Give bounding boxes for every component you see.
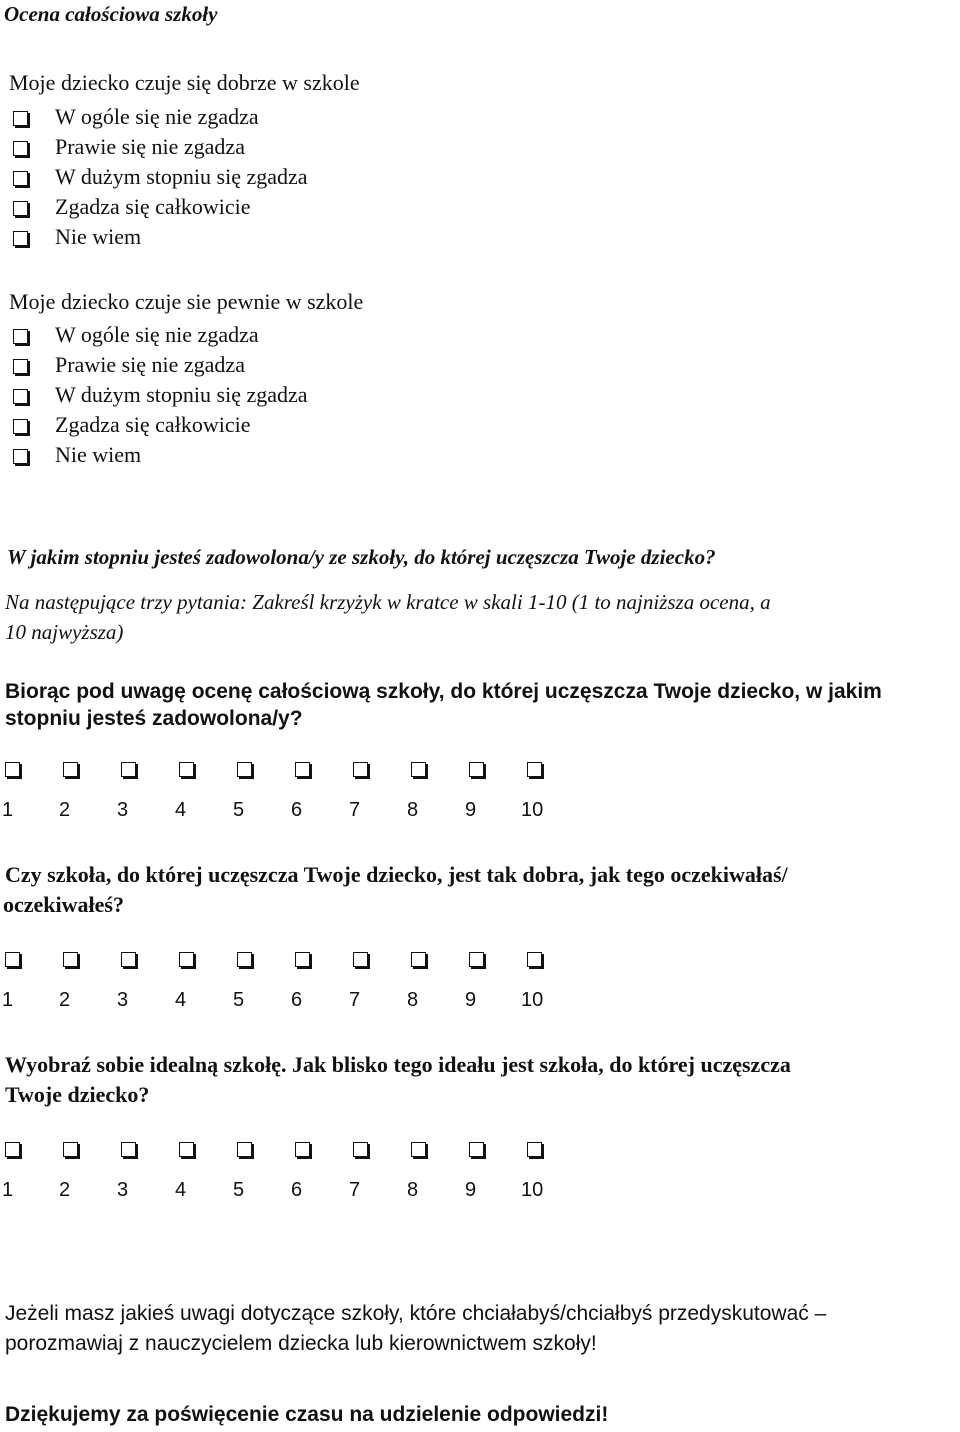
question-2-title: Moje dziecko czuje sie pewnie w szkole <box>9 289 364 314</box>
q2-option-label: W ogóle się nie zgadza <box>55 322 259 347</box>
checkbox-icon[interactable] <box>295 1142 310 1157</box>
q2-option[interactable] <box>13 442 141 468</box>
checkbox-icon[interactable] <box>353 762 368 777</box>
scale-label: 1 <box>2 1179 14 1201</box>
scale-question-1-line-1: Biorąc pod uwagę ocenę całościową szkoły, do której uczęszcza Twoje dziecko, w jakim <box>5 680 882 703</box>
checkbox-icon[interactable] <box>237 952 252 967</box>
q2-option-label: W dużym stopniu się zgadza <box>55 382 308 407</box>
q2-option[interactable] <box>13 322 259 348</box>
scale-label: 9 <box>465 799 477 821</box>
checkbox-icon[interactable] <box>13 359 28 374</box>
scale-question-3-scale <box>0 1142 600 1212</box>
scale-question-2-line-2: oczekiwałeś? <box>3 892 124 917</box>
scale-label: 7 <box>349 799 361 821</box>
checkbox-icon[interactable] <box>13 329 28 344</box>
remarks-line-1: Jeżeli masz jakieś uwagi dotyczące szkoły, które chciałabyś/chciałbyś przedyskutować – <box>5 1302 827 1325</box>
scale-label: 3 <box>117 799 129 821</box>
scale-label: 3 <box>117 989 129 1011</box>
instruction-line-2: 10 najwyższa) <box>5 620 124 644</box>
scale-label: 4 <box>175 799 187 821</box>
checkbox-icon[interactable] <box>353 952 368 967</box>
checkbox-icon[interactable] <box>13 449 28 464</box>
scale-label: 8 <box>407 989 419 1011</box>
scale-question-3-line-2: Twoje dziecko? <box>5 1082 150 1107</box>
checkbox-icon[interactable] <box>179 762 194 777</box>
scale-label: 1 <box>2 989 14 1011</box>
checkbox-icon[interactable] <box>5 762 20 777</box>
scale-label: 7 <box>349 989 361 1011</box>
q1-option[interactable] <box>13 194 250 220</box>
checkbox-icon[interactable] <box>63 952 78 967</box>
checkbox-icon[interactable] <box>237 1142 252 1157</box>
checkbox-icon[interactable] <box>411 1142 426 1157</box>
scale-label: 5 <box>233 989 245 1011</box>
q1-option[interactable] <box>13 224 141 250</box>
q2-option[interactable] <box>13 412 250 438</box>
checkbox-icon[interactable] <box>353 1142 368 1157</box>
checkbox-icon[interactable] <box>5 1142 20 1157</box>
q1-option[interactable] <box>13 164 308 190</box>
scale-label: 4 <box>175 1179 187 1201</box>
scale-question-1-scale <box>0 762 600 832</box>
scale-label: 4 <box>175 989 187 1011</box>
scale-label: 5 <box>233 1179 245 1201</box>
checkbox-icon[interactable] <box>295 952 310 967</box>
checkbox-icon[interactable] <box>179 1142 194 1157</box>
scale-label: 10 <box>521 799 544 821</box>
checkbox-icon[interactable] <box>121 1142 136 1157</box>
scale-label: 6 <box>291 799 303 821</box>
satisfaction-heading: W jakim stopniu jesteś zadowolona/y ze szkoły, do której uczęszcza Twoje dziecko? <box>7 545 716 569</box>
q1-option-label: Prawie się nie zgadza <box>55 134 245 159</box>
page-title: Ocena całościowa szkoły <box>4 2 218 26</box>
q1-option-label: Nie wiem <box>55 224 142 249</box>
checkbox-icon[interactable] <box>13 419 28 434</box>
checkbox-icon[interactable] <box>121 762 136 777</box>
scale-label: 8 <box>407 799 419 821</box>
q1-option[interactable] <box>13 134 245 160</box>
checkbox-icon[interactable] <box>13 141 28 156</box>
q2-option[interactable] <box>13 352 245 378</box>
scale-label: 6 <box>291 1179 303 1201</box>
checkbox-icon[interactable] <box>179 952 194 967</box>
scale-label: 6 <box>291 989 303 1011</box>
checkbox-icon[interactable] <box>13 389 28 404</box>
scale-question-1-line-2: stopniu jesteś zadowolona/y? <box>5 707 303 730</box>
scale-label: 5 <box>233 799 245 821</box>
q2-option-label: Zgadza się całkowicie <box>55 412 251 437</box>
checkbox-icon[interactable] <box>13 111 28 126</box>
checkbox-icon[interactable] <box>469 952 484 967</box>
checkbox-icon[interactable] <box>63 762 78 777</box>
scale-label: 3 <box>117 1179 129 1201</box>
q2-option-label: Nie wiem <box>55 442 142 467</box>
checkbox-icon[interactable] <box>13 231 28 246</box>
checkbox-icon[interactable] <box>295 762 310 777</box>
thank-you-note: Dziękujemy za poświęcenie czasu na udzielenie odpowiedzi! <box>5 1403 609 1426</box>
scale-label: 2 <box>59 799 71 821</box>
scale-label: 9 <box>465 1179 477 1201</box>
q1-option-label: W ogóle się nie zgadza <box>55 104 259 129</box>
checkbox-icon[interactable] <box>527 952 542 967</box>
q1-option[interactable] <box>13 104 259 130</box>
checkbox-icon[interactable] <box>411 762 426 777</box>
remarks-line-2: porozmawiaj z nauczycielem dziecka lub kierownictwem szkoły! <box>5 1332 597 1355</box>
checkbox-icon[interactable] <box>469 762 484 777</box>
scale-question-2-line-1: Czy szkoła, do której uczęszcza Twoje dziecko, jest tak dobra, jak tego oczekiwałaś/ <box>5 862 788 887</box>
checkbox-icon[interactable] <box>5 952 20 967</box>
q2-option[interactable] <box>13 382 308 408</box>
scale-label: 8 <box>407 1179 419 1201</box>
checkbox-icon[interactable] <box>121 952 136 967</box>
checkbox-icon[interactable] <box>527 1142 542 1157</box>
scale-label: 2 <box>59 989 71 1011</box>
checkbox-icon[interactable] <box>13 171 28 186</box>
scale-question-2-scale <box>0 952 600 1022</box>
instruction-line-1: Na następujące trzy pytania: Zakreśl krzyżyk w kratce w skali 1-10 (1 to najniższa ocena, a <box>5 590 771 614</box>
scale-label: 10 <box>521 1179 544 1201</box>
checkbox-icon[interactable] <box>527 762 542 777</box>
checkbox-icon[interactable] <box>469 1142 484 1157</box>
scale-label: 2 <box>59 1179 71 1201</box>
question-1-title: Moje dziecko czuje się dobrze w szkole <box>9 70 360 95</box>
checkbox-icon[interactable] <box>63 1142 78 1157</box>
scale-label: 10 <box>521 989 544 1011</box>
scale-question-3-line-1: Wyobraź sobie idealną szkołę. Jak blisko tego ideału jest szkoła, do której uczęszcza <box>5 1052 791 1077</box>
checkbox-icon[interactable] <box>13 201 28 216</box>
q1-option-label: Zgadza się całkowicie <box>55 194 251 219</box>
scale-label: 7 <box>349 1179 361 1201</box>
checkbox-icon[interactable] <box>411 952 426 967</box>
checkbox-icon[interactable] <box>237 762 252 777</box>
scale-label: 9 <box>465 989 477 1011</box>
q1-option-label: W dużym stopniu się zgadza <box>55 164 308 189</box>
scale-label: 1 <box>2 799 14 821</box>
q2-option-label: Prawie się nie zgadza <box>55 352 245 377</box>
